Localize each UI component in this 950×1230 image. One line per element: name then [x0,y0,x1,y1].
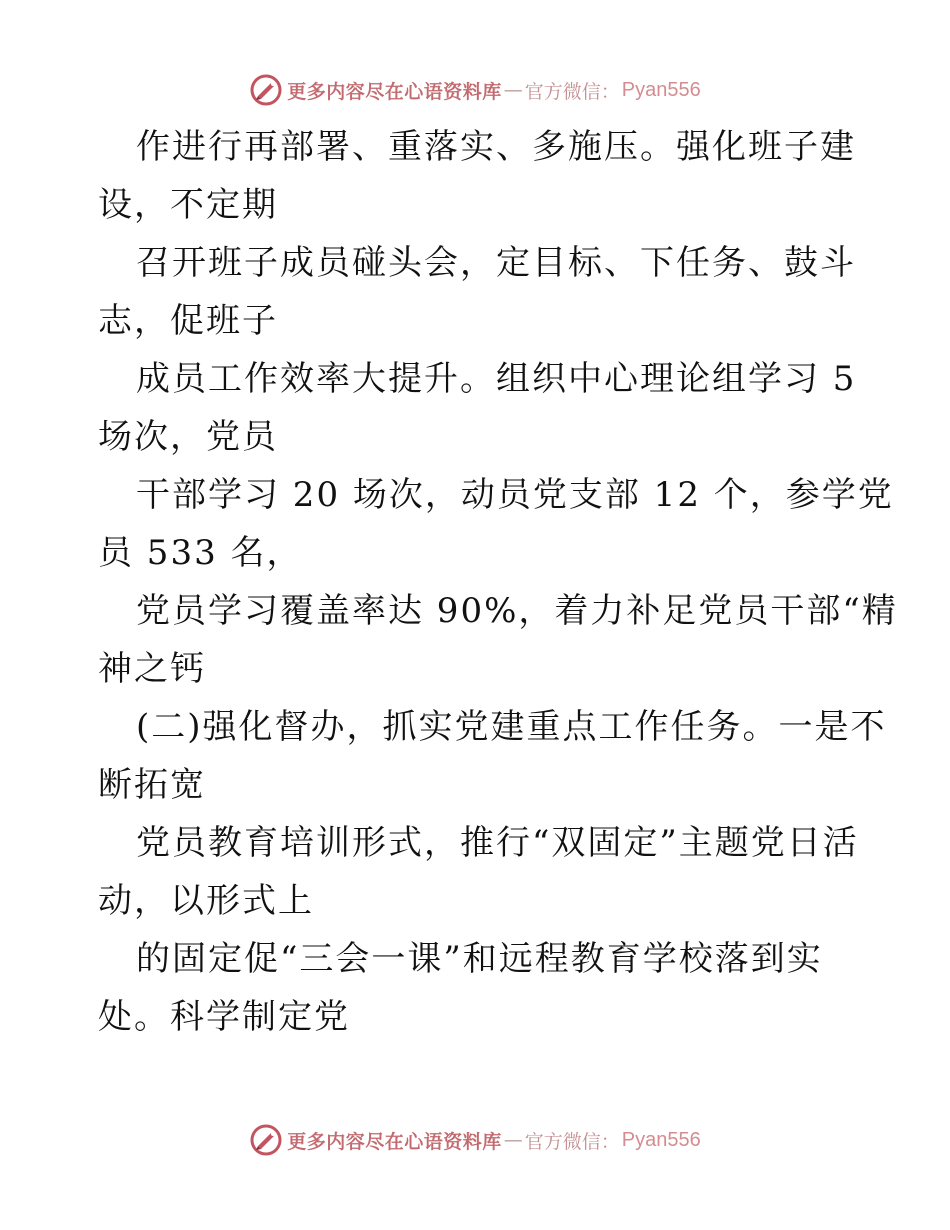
paragraph-line-14: 动，以形式上 [98,881,314,921]
footer-separator: — [503,1129,523,1151]
header-wechat-label: 官方微信： [524,80,620,103]
paragraph-line-6: 场次，党员 [98,417,278,457]
footer-wechat-id: Pyan556 [621,1128,701,1151]
paragraph-line-10: 神之钙 [98,649,206,689]
paragraph-line-15: 的固定促“三会一课”和远程教育学校落到实 [136,939,823,979]
footer-wechat-label: 官方微信： [524,1130,620,1153]
paragraph-line-11: (二)强化督办，抓实党建重点工作任务。一是不 [136,707,887,747]
paragraph-line-8: 员 533 名， [98,533,303,573]
paragraph-line-4: 志，促班子 [98,301,278,341]
paragraph-line-2: 设，不定期 [98,185,278,225]
pen-logo-icon [249,73,283,107]
footer-brand-text: 更多内容尽在心语资料库 [287,1130,502,1153]
paragraph-line-13: 党员教育培训形式，推行“双固定”主题党日活 [136,823,859,863]
pen-logo-icon [249,1123,283,1157]
header-brand-text: 更多内容尽在心语资料库 [287,80,502,103]
paragraph-line-9: 党员学习覆盖率达 90%，着力补足党员干部“精 [136,591,898,631]
paragraph-line-1: 作进行再部署、重落实、多施压。强化班子建 [136,127,856,167]
paragraph-line-12: 断拓宽 [98,765,206,805]
document-body [98,118,898,1046]
header-separator: — [503,79,523,101]
header-wechat-id: Pyan556 [621,78,701,101]
paragraph-line-16: 处。科学制定党 [98,997,350,1037]
paragraph-line-3: 召开班子成员碰头会，定目标、下任务、鼓斗 [136,243,856,283]
header-banner [0,70,950,110]
paragraph-line-7: 干部学习 20 场次，动员党支部 12 个，参学党 [136,475,894,515]
paragraph-line-5: 成员工作效率大提升。组织中心理论组学习 5 [136,359,857,399]
footer-banner [0,1120,950,1160]
